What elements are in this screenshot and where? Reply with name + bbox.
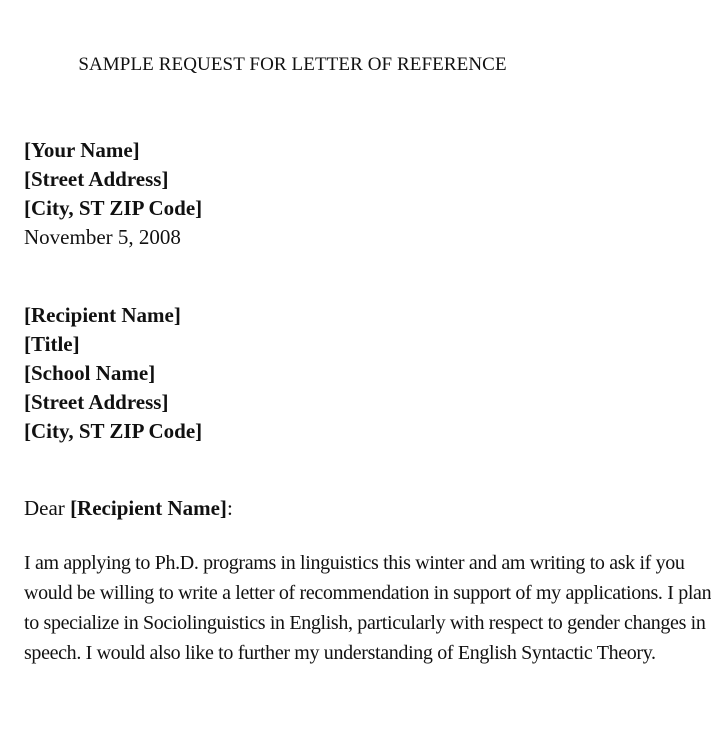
body-line: to specialize in Sociolinguistics in English, particularly with respect to gender changes in <box>24 612 706 634</box>
recipient-address-block <box>24 301 202 446</box>
salutation-recipient-name: [Recipient Name] <box>70 496 227 520</box>
letter-date: November 5, 2008 <box>24 225 181 249</box>
document-title: SAMPLE REQUEST FOR LETTER OF REFERENCE <box>78 54 507 75</box>
body-line: I am applying to Ph.D. programs in linguistics this winter and am writing to ask if you <box>24 552 685 574</box>
body-line: speech. I would also like to further my understanding of English Syntactic Theory. <box>24 642 656 664</box>
salutation-suffix: : <box>226 496 233 520</box>
body-paragraph <box>24 548 711 668</box>
salutation-prefix: Dear <box>24 496 71 520</box>
recipient-title: [Title] <box>24 332 80 356</box>
recipient-city: [City, ST ZIP Code] <box>24 419 203 443</box>
sender-street: [Street Address] <box>24 167 169 191</box>
recipient-school: [School Name] <box>24 361 156 385</box>
sender-name: [Your Name] <box>24 138 140 162</box>
recipient-street: [Street Address] <box>24 390 169 414</box>
salutation <box>24 494 233 523</box>
sender-city: [City, ST ZIP Code] <box>24 196 203 220</box>
recipient-name: [Recipient Name] <box>24 303 181 327</box>
sender-address-block <box>24 136 202 252</box>
body-line: would be willing to write a letter of recommendation in support of my applications. I plan <box>24 582 711 604</box>
